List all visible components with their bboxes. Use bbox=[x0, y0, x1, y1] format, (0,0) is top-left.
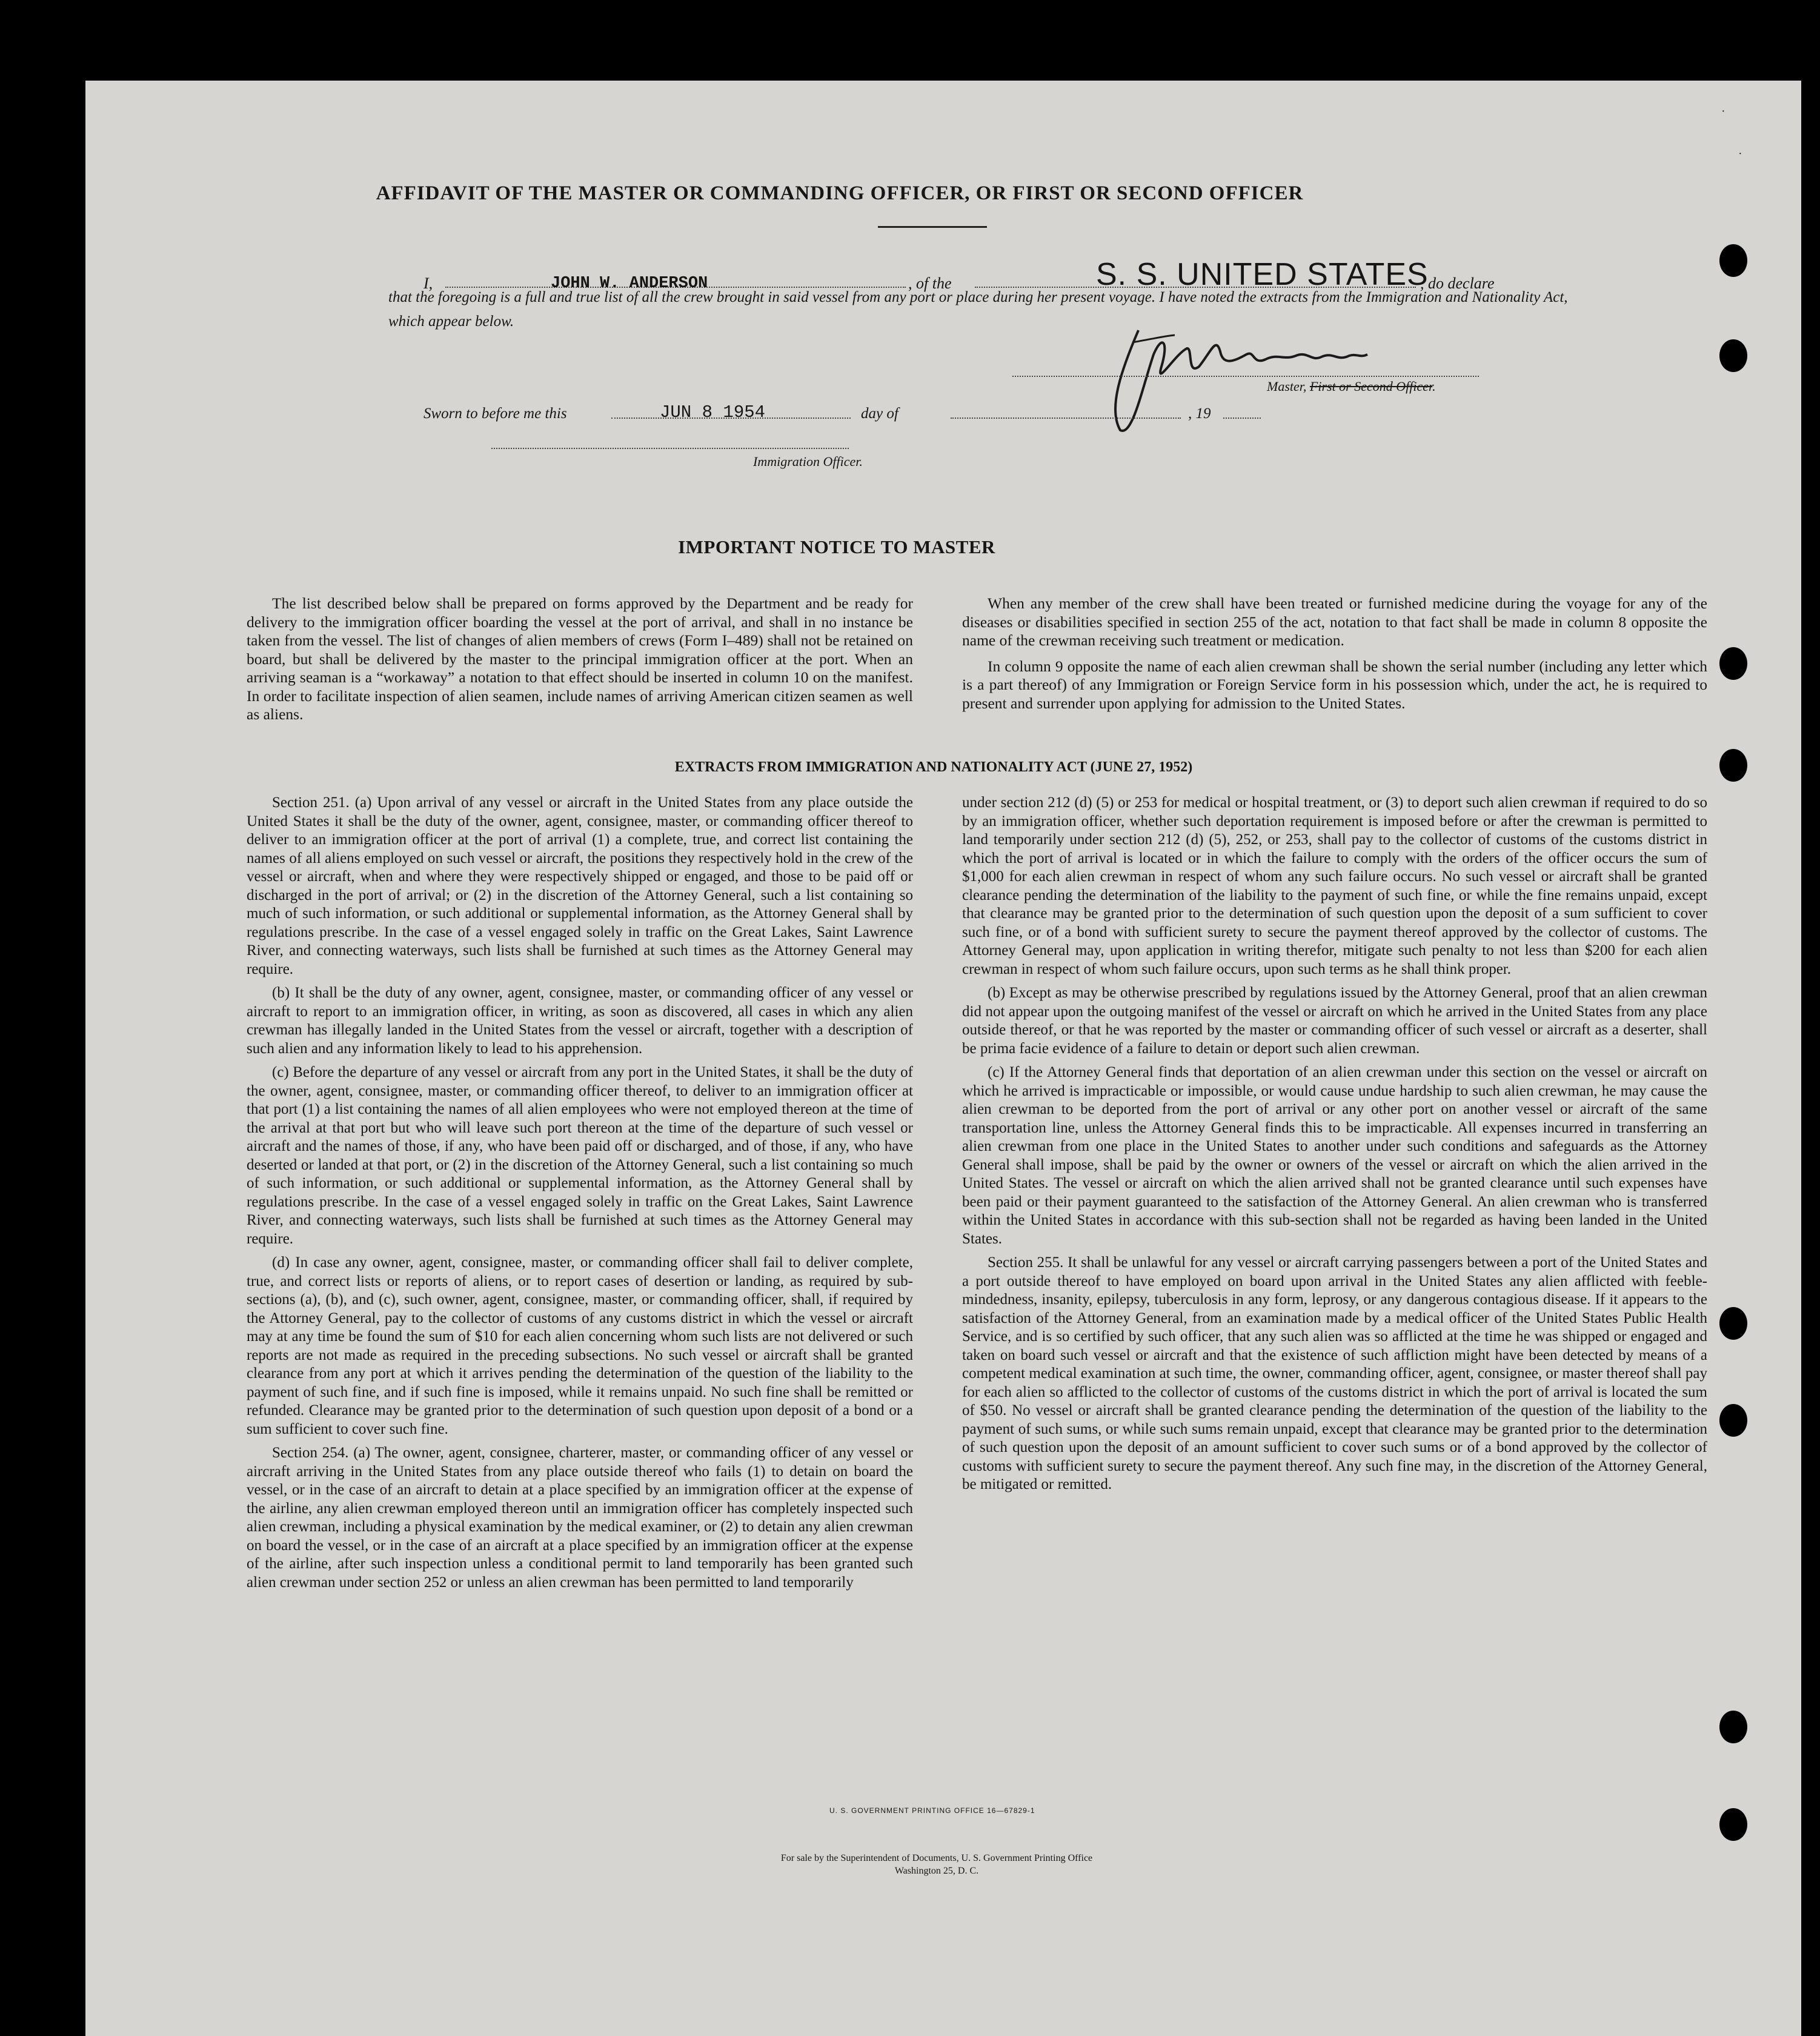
declaration-text: that the foregoing is a full and true list of all the crew brought in said vessel from any port or place during her present voyage. I have noted the extracts from the Immigration and Nationality Act, which appear below. bbox=[388, 289, 1568, 330]
prefix-i: I, bbox=[423, 274, 433, 292]
officer-name: JOHN W. ANDERSON bbox=[551, 274, 708, 293]
day-of-text: day of bbox=[861, 405, 898, 422]
notice-left-column bbox=[247, 594, 913, 731]
section-paragraph: (c) If the Attorney General finds that deportation of an alien crewman under this section on the vessel or aircraft on which he arrived is impracticable or impossible, or would cause undue hardship to such alien crewman, he may cause the alien crewman to be deported from the port of arrival or any other port on another vessel or aircraft of the same transportation line, unless the Attorney General finds this to be impracticable. All expenses incurred in transferring an alien crewman from one place in the United States to another under such conditions and safeguards as the Attorney General shall impose, shall be paid by the owner or owners of the vessel or aircraft on which the alien arrived in the United States. The vessel or aircraft on which the alien arrived shall not be granted clearance until such expenses have been paid or their payment guaranteed to the satisfaction of the Attorney General. An alien crewman who is transferred within the United States in accordance with this sub-section shall not be regarded as having been landed in the United States. bbox=[962, 1064, 1707, 1247]
dust-speck: · bbox=[1738, 147, 1742, 161]
month-blank-line bbox=[951, 418, 1181, 419]
sworn-row bbox=[423, 398, 1302, 422]
dust-speck: · bbox=[1721, 105, 1725, 118]
extracts-title: EXTRACTS FROM IMMIGRATION AND NATIONALITY ACT (JUNE 27, 1952) bbox=[674, 759, 1193, 775]
notice-paragraph: When any member of the crew shall have been treated or furnished medicine during the voyage for any of the diseases or disabilities specified in section 255 of the act, notation to that fact shall be made in column 8 opposite the name of the crewman receiving such treatment or medication. bbox=[962, 594, 1707, 649]
punch-hole bbox=[1719, 1711, 1747, 1743]
punch-hole bbox=[1719, 1404, 1747, 1437]
section-paragraph: (b) It shall be the duty of any owner, agent, consignee, master, or commanding officer of any vessel or aircraft to report to an immigration officer, in writing, as soon as discovered, all cases in which any alien crewman has illegally landed in the United States from the vessel or aircraft, together with a description of such alien and any information likely to lead to his apprehension. bbox=[247, 985, 913, 1057]
section-paragraph: (b) Except as may be otherwise prescribed by regulations issued by the Attorney General, proof that an alien crewman did not appear upon the outgoing manifest of the vessel or aircraft on which he arrived in the United States from any place outside thereof, or that he was reported by the master or commanding officer of such vessel or aircraft as a deserter, shall be prima facie evidence of a failure to detain or deport such alien crewman. bbox=[962, 985, 1707, 1057]
section-paragraph: Section 254. (a) The owner, agent, consignee, charterer, master, or commanding officer of any vessel or aircraft arriving in the United States from any place outside thereof who fails (1) to detain on board the vessel, or in the case of an aircraft to detain at a place specified by an immigration officer at the expense of the airline, any alien crewman employed thereon until an immigration officer has completely inspected such alien crewman, including a physical examination by the medical examiner, or (2) to detain any alien crewman on board the vessel, or in the case of an aircraft at a place specified by an immigration officer at the expense of the airline, after such inspection unless a conditional permit to land temporarily has been granted such alien crewman under section 252 or unless an alien crewman has been permitted to land temporarily bbox=[247, 1445, 913, 1591]
punch-hole bbox=[1719, 647, 1747, 680]
punch-hole bbox=[1719, 1808, 1747, 1841]
year-prefix: , 19 bbox=[1188, 405, 1211, 422]
section-paragraph: Section 255. It shall be unlawful for any vessel or aircraft carrying passengers between a port of the United States and a port outside thereof to have employed on board upon arrival in the United States any alien afflicted with feeble-mindedness, insanity, epilepsy, tuberculosis in any form, leprosy, or any dangerous contagious disease. If it appears to the satisfaction of the Attorney General, from an examination made by a medical officer of the United States Public Health Service, and is so certified by such officer, that any such alien was so afflicted at the time he was shipped or engaged and taken on board such vessel or aircraft and that the existence of such affliction might have been detected by means of a competent medical examination at such time, the owner, commanding officer, agent, consignee, or master thereof shall pay for each alien so afflicted to the collector of customs of the customs district in which the port of arrival is located the sum of $50. No vessel or aircraft shall be granted clearance pending the determination of the question of the liability to the payment of such sums, or while such sums remain unpaid, except that clearance may be granted prior to the determination of such question upon the deposit of an amount sufficient to cover such sums or of a bond approved by the collector of customs with sufficient surety to secure the payment thereof. Any such fine may, in the discretion of the Attorney General, be mitigated or remitted. bbox=[962, 1254, 1707, 1492]
struck-officer-label: First or Second Officer bbox=[1309, 379, 1433, 394]
affidavit-title: AFFIDAVIT OF THE MASTER OR COMMANDING OFFICER, OR FIRST OR SECOND OFFICER bbox=[376, 182, 1304, 204]
section-paragraph: (c) Before the departure of any vessel or aircraft from any port in the United States, it shall be the duty of the owner, agent, consignee, master, or commanding officer thereof, to deliver to an immigration officer at that port (1) a list containing the names of all alien employees who were not employed thereon at the time of the arrival at that port but who will leave such port thereon at the time of the departure of such vessel or aircraft and the names of those, if any, who have been paid off or discharged, and of those, if any, who have deserted or landed at that port, or (2) in the discretion of the Attorney General, such a list containing so much of such information, or such additional or supplemental information, as the Attorney General shall by regulations prescribe. In the case of a vessel engaged solely in traffic on the Great Lakes, Saint Lawrence River, and connecting waterways, such lists shall be furnished at such times as the Attorney General may require. bbox=[247, 1064, 913, 1247]
section-paragraph: Section 251. (a) Upon arrival of any vessel or aircraft in the United States from any place outside the United States it shall be the duty of the owner, agent, consignee, master, or commanding officer thereof to deliver to an immigration officer at the port of arrival (1) a complete, true, and correct list containing the names of all aliens employed on such vessel or aircraft, the positions they respectively hold in the crew of the vessel or aircraft, when and where they were respectively shipped or engaged, and those to be paid off or discharged in the port of arrival; or (2) in the discretion of the Attorney General, such a list containing so much of such information, or such additional or supplemental information, as the Attorney General shall by regulations prescribe. In the case of a vessel engaged solely in traffic on the Great Lakes, Saint Lawrence River, and connecting waterways, such lists shall be furnished at such times as the Attorney General may require. bbox=[247, 794, 913, 977]
notice-right-column bbox=[962, 594, 1707, 720]
master-label: Master, bbox=[1267, 379, 1307, 394]
notice-title: IMPORTANT NOTICE TO MASTER bbox=[678, 536, 995, 557]
sworn-date-stamp: JUN 8 1954 bbox=[660, 402, 766, 422]
extracts-left-column bbox=[247, 794, 913, 1597]
signature-line bbox=[1012, 376, 1479, 377]
year-blank-line bbox=[1223, 418, 1261, 419]
punch-hole bbox=[1719, 244, 1747, 277]
immigration-officer-line bbox=[491, 448, 849, 449]
do-declare-text: , do declare bbox=[1420, 274, 1495, 292]
section-paragraph: under section 212 (d) (5) or 253 for medical or hospital treatment, or (3) to deport such alien crewman if required to do so by an immigration officer, whether such deportation requirement is imposed before or after the crewman is permitted to land temporarily under section 212 (d) (5), 252, or 253, shall pay to the collector of customs of the customs district in which the port of arrival is located or in which the failure to comply with the orders of the officer occurs the sum of $1,000 for each alien crewman in respect of whom any such failure occurs. No such vessel or aircraft shall be granted clearance pending the determination of the liability to the payment of such fine, or while the fine remains unpaid, except that clearance may be granted prior to the determination of such question upon the deposit of a sum sufficient to cover such fine, or of a bond with sufficient surety to secure the payment thereof approved by the collector of customs. The Attorney General may, upon application in writing therefor, mitigate such penalty to not less than $200 for each alien crewman in respect of whom such failure occurs, upon such terms as he shall think proper. bbox=[962, 794, 1707, 977]
punch-hole bbox=[1719, 339, 1747, 372]
punch-hole bbox=[1719, 749, 1747, 782]
label-period: . bbox=[1432, 379, 1436, 394]
of-the-text: , of the bbox=[908, 274, 952, 292]
vessel-name: S. S. UNITED STATES bbox=[1096, 257, 1429, 292]
sale-note bbox=[85, 1852, 1788, 1877]
document-page bbox=[85, 81, 1801, 2036]
notice-paragraph: The list described below shall be prepared on forms approved by the Department and be ready for delivery to the immigration officer boarding the vessel at the port of arrival, and shall in no instance be taken from the vessel. The list of changes of alien members of crews (Form I–489) shall not be retained on board, but shall be delivered by the master to the principal immigration officer at the port. When an arriving seaman is a “workaway” a notation to that effect should be inserted in column 10 on the manifest. In order to facilitate inspection of alien seamen, include names of arriving American citizen seamen as well as aliens. bbox=[247, 594, 913, 723]
notice-paragraph: In column 9 opposite the name of each alien crewman shall be shown the serial number (including any letter which is a part thereof) of any Immigration or Foreign Service form in his possession which, under the act, he is required to present and surrender upon applying for admission to the United States. bbox=[962, 657, 1707, 712]
title-rule bbox=[878, 226, 987, 228]
extracts-right-column bbox=[962, 794, 1707, 1500]
signature-label bbox=[1267, 379, 1436, 394]
sworn-prefix: Sworn to before me this bbox=[423, 405, 567, 422]
sale-line-1: For sale by the Superintendent of Documents, U. S. Government Printing Office bbox=[780, 1853, 1093, 1863]
section-paragraph: (d) In case any owner, agent, consignee, master, or commanding officer shall fail to deliver complete, true, and correct lists or reports of aliens, or to report cases of desertion or landing, as required by sub-sections (a), (b), and (c), such owner, agent, consignee, master, or commanding officer, shall, if required by the Attorney General, pay to the collector of customs of any customs district in which the vessel or aircraft may at any time be found the sum of $10 for each alien concerning whom such lists are not delivered or such reports are not made as required in the preceding subsections. No such vessel or aircraft shall be granted clearance from any port at which it arrives pending the determination of the question of the liability to the payment of such fine, and if such fine is imposed, while it remains unpaid. No such fine shall be remitted or refunded. Clearance may be granted prior to the determination of such question upon deposit of a bond or a sum sufficient to cover such fine. bbox=[247, 1254, 913, 1437]
sale-line-2: Washington 25, D. C. bbox=[894, 1866, 979, 1876]
gpo-imprint: U. S. GOVERNMENT PRINTING OFFICE 16—67829-1 bbox=[829, 1806, 1035, 1815]
immigration-officer-label: Immigration Officer. bbox=[753, 454, 863, 469]
punch-hole bbox=[1719, 1307, 1747, 1340]
